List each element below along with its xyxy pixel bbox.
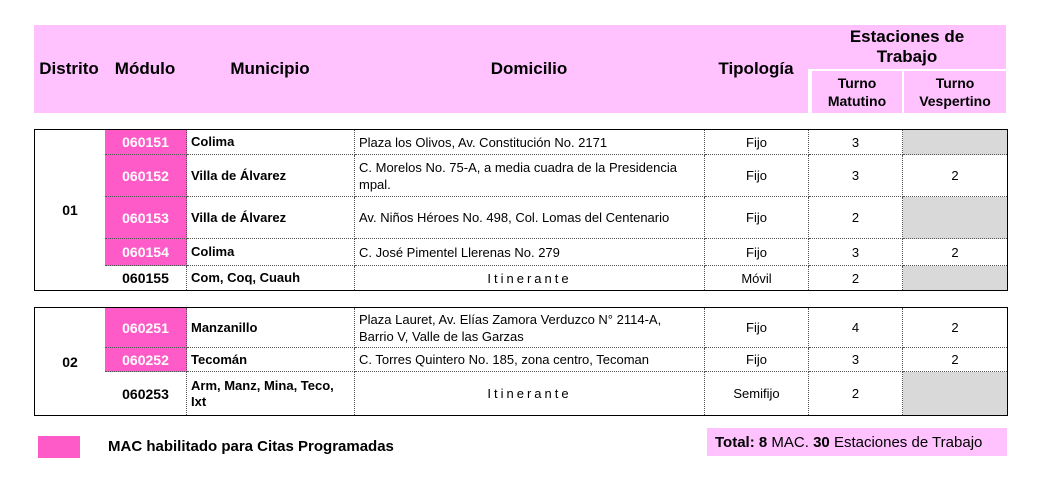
tipologia-cell: Móvil — [705, 266, 809, 290]
turno-vespertino-cell: 2 — [903, 239, 1007, 266]
header-municipio: Municipio — [186, 25, 354, 113]
total-stations-count: 30 — [813, 433, 830, 451]
municipio-cell: Com, Coq, Cuauh — [187, 266, 355, 290]
domicilio-cell: Itinerante — [355, 266, 705, 290]
municipio-cell: Colima — [187, 239, 355, 266]
modulo-cell: 060253 — [105, 372, 187, 415]
turno-matutino-cell: 3 — [809, 348, 903, 372]
modulo-cell: 060151 — [105, 130, 187, 155]
total-summary — [707, 428, 1007, 456]
turno-matutino-cell: 2 — [809, 266, 903, 290]
header-modulo: Módulo — [104, 25, 186, 113]
turno-vespertino-cell: 2 — [903, 348, 1007, 372]
modulo-cell: 060153 — [105, 197, 187, 239]
turno-matutino-cell: 3 — [809, 130, 903, 155]
district-block-01 — [34, 129, 1008, 291]
municipio-cell: Tecomán — [187, 348, 355, 372]
total-prefix: Total: — [715, 433, 755, 451]
tipologia-cell: Fijo — [705, 130, 809, 155]
turno-matutino-cell: 4 — [809, 308, 903, 348]
turno-vespertino-cell: 2 — [903, 308, 1007, 348]
turno-vespertino-cell — [903, 130, 1007, 155]
tipologia-cell: Fijo — [705, 197, 809, 239]
tipologia-cell: Fijo — [705, 348, 809, 372]
domicilio-cell: C. José Pimentel Llerenas No. 279 — [355, 239, 705, 266]
modulo-cell: 060252 — [105, 348, 187, 372]
legend-label: MAC habilitado para Citas Programadas — [108, 438, 394, 455]
turno-vespertino-cell — [903, 197, 1007, 239]
domicilio-cell: C. Torres Quintero No. 185, zona centro, Tecoman — [355, 348, 705, 372]
municipio-cell: Manzanillo — [187, 308, 355, 348]
district-block-02 — [34, 307, 1008, 416]
modulo-cell: 060152 — [105, 155, 187, 197]
domicilio-cell: Av. Niños Héroes No. 498, Col. Lomas del Centenario — [355, 197, 705, 239]
modulo-cell: 060154 — [105, 239, 187, 266]
modulo-cell: 060251 — [105, 308, 187, 348]
modulo-cell: 060155 — [105, 266, 187, 290]
tipologia-cell: Fijo — [705, 308, 809, 348]
total-mac-label: MAC. — [771, 433, 809, 451]
municipio-cell: Colima — [187, 130, 355, 155]
turno-vespertino-cell — [903, 266, 1007, 290]
header-domicilio: Domicilio — [354, 25, 704, 113]
header-turno-vespertino: Turno Vespertino — [904, 71, 1006, 113]
header-distrito: Distrito — [34, 25, 104, 113]
turno-matutino-cell: 3 — [809, 155, 903, 197]
turno-vespertino-cell — [903, 372, 1007, 415]
tipologia-cell: Semifijo — [705, 372, 809, 415]
domicilio-cell: C. Morelos No. 75-A, a media cuadra de la Presidencia mpal. — [355, 155, 705, 197]
legend-swatch — [38, 436, 80, 458]
header-divider — [808, 69, 1006, 71]
domicilio-cell: Itinerante — [355, 372, 705, 415]
header-estaciones: Estaciones de Trabajo — [808, 25, 1006, 69]
turno-matutino-cell: 2 — [809, 372, 903, 415]
tipologia-cell: Fijo — [705, 239, 809, 266]
municipio-cell: Arm, Manz, Mina, Teco, Ixt — [187, 372, 355, 415]
district-label: 02 — [62, 353, 78, 370]
domicilio-cell: Plaza los Olivos, Av. Constitución No. 2171 — [355, 130, 705, 155]
municipio-cell: Villa de Álvarez — [187, 197, 355, 239]
total-mac-count: 8 — [758, 433, 768, 451]
district-label: 01 — [62, 202, 78, 218]
domicilio-cell: Plaza Lauret, Av. Elías Zamora Verduzco N° 2114-A, Barrio V, Valle de las Garzas — [355, 308, 705, 348]
turno-matutino-cell: 3 — [809, 239, 903, 266]
header-divider-vertical — [902, 71, 904, 113]
header-turno-matutino: Turno Matutino — [812, 71, 902, 113]
tipologia-cell: Fijo — [705, 155, 809, 197]
header-tipologia: Tipología — [704, 25, 808, 113]
turno-vespertino-cell: 2 — [903, 155, 1007, 197]
total-stations-label: Estaciones de Trabajo — [833, 433, 983, 451]
turno-matutino-cell: 2 — [809, 197, 903, 239]
municipio-cell: Villa de Álvarez — [187, 155, 355, 197]
